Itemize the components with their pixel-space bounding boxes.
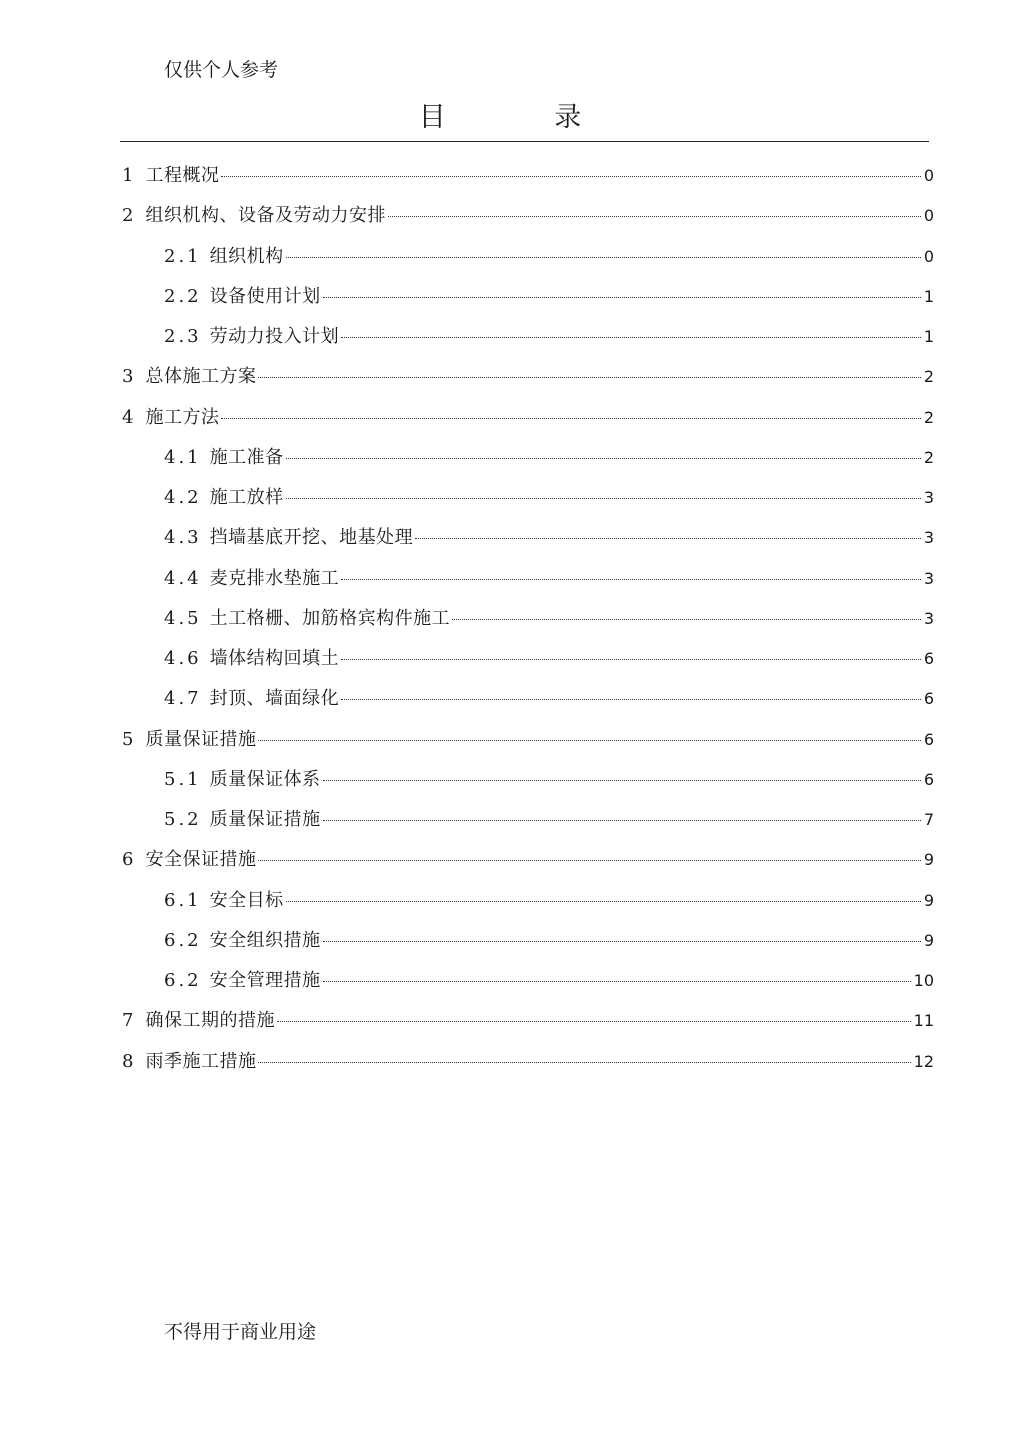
toc-entry-title: 质量保证体系 [209,768,321,790]
toc-entry-page-number: 0 [923,206,934,226]
toc-entry[interactable] [164,444,934,472]
toc-entry-title: 质量保证措施 [209,809,321,830]
toc-entry-title: 安全保证措施 [145,849,257,871]
toc-entry-page-number: 9 [923,930,934,950]
toc-dot-leader [323,940,921,942]
toc-entry-title: 安全组织措施 [209,929,321,951]
toc-entry-page-number: 2 [923,407,934,427]
toc-entry-title: 施工放样 [209,487,284,508]
toc-dot-leader [221,417,920,419]
toc-entry-title: 施工准备 [209,446,284,468]
toc-dot-leader [341,578,921,580]
toc-entry-number: 6.2 [164,970,202,991]
toc-entry-title: 质量保证措施 [145,728,257,750]
toc-entry[interactable] [164,927,934,955]
toc-entry[interactable] [164,243,934,271]
toc-entry-page-number: 3 [923,608,934,628]
toc-entry-page-number: 7 [923,810,934,829]
toc-entry-number: 1 [122,165,137,186]
toc-entry-page-number: 1 [923,327,934,346]
toc-entry-page-number: 9 [923,890,934,910]
toc-entry-title: 土工格栅、加筋格宾构件施工 [209,607,451,629]
toc-entry-number: 3 [122,366,137,388]
toc-dot-leader [286,256,921,258]
toc-dot-leader [323,819,921,821]
toc-dot-leader [323,779,921,781]
toc-entry[interactable] [164,484,934,512]
toc-entry[interactable] [164,524,934,552]
toc-entry-number: 6 [122,849,137,871]
toc-entry-page-number: 2 [923,367,934,387]
toc-title: 目 录 [418,102,632,133]
toc-entry-page-number: 0 [923,246,934,266]
toc-entry-number: 2.3 [164,326,202,347]
toc-entry-title: 挡墙基底开挖、地基处理 [209,527,414,549]
toc-entry[interactable] [164,685,934,713]
toc-dot-leader [221,175,920,177]
toc-dot-leader [452,618,921,620]
toc-entry-number: 6.1 [164,889,202,911]
toc-entry-page-number: 6 [923,649,934,668]
toc-dot-leader [341,336,921,338]
toc-entry[interactable] [122,1048,934,1076]
toc-entry-page-number: 11 [913,1011,934,1031]
toc-entry-page-number: 6 [923,729,934,749]
toc-entry-page-number: 1 [923,286,934,306]
toc-entry-title: 施工方法 [145,406,220,428]
toc-entry[interactable] [122,1007,934,1035]
toc-entry[interactable] [122,363,934,391]
toc-dot-leader [286,900,921,902]
toc-entry-number: 4.5 [164,607,202,629]
toc-entry[interactable] [164,645,934,673]
toc-entry-number: 5.2 [164,809,202,830]
toc-entry-title: 设备使用计划 [209,285,321,307]
toc-entry-title: 安全管理措施 [209,970,321,991]
toc-entry-title: 确保工期的措施 [145,1010,275,1032]
toc-entry-page-number: 3 [923,528,934,548]
toc-entry-number: 4.6 [164,648,202,669]
toc-entry-page-number: 10 [913,971,934,990]
toc-entry[interactable] [164,605,934,633]
toc-entry-number: 4.7 [164,688,202,710]
toc-entry-title: 雨季施工措施 [145,1050,257,1072]
toc-entry-page-number: 9 [923,850,934,870]
toc-entry[interactable] [122,846,934,874]
toc-entry-title: 麦克排水垫施工 [209,567,340,589]
toc-entry-number: 8 [122,1050,137,1072]
toc-entry-number: 5 [122,728,137,750]
toc-entry[interactable] [122,726,934,754]
toc-entry-number: 4.2 [164,487,202,508]
toc-entry-number: 7 [122,1010,137,1032]
toc-entry-number: 2.1 [164,245,202,267]
toc-dot-leader [286,497,921,499]
footer-note: 不得用于商业用途 [164,1321,317,1343]
toc-entry[interactable] [164,887,934,915]
toc-dot-leader [258,739,920,741]
toc-entry-number: 6.2 [164,929,202,951]
toc-entry[interactable] [164,565,934,593]
toc-entry-number: 4.1 [164,446,202,468]
toc-dot-leader [341,658,921,660]
toc-entry[interactable] [122,404,934,432]
toc-dot-leader [323,296,921,298]
toc-entry-title: 工程概况 [145,165,220,186]
toc-entry[interactable] [164,967,934,995]
toc-dot-leader [258,376,920,378]
toc-entry[interactable] [164,323,934,351]
toc-dot-leader [341,698,921,700]
toc-entry-number: 4.3 [164,527,202,549]
toc-entry-page-number: 2 [923,447,934,467]
toc-entry[interactable] [164,806,934,834]
toc-entry-title: 组织机构、设备及劳动力安排 [145,205,386,227]
toc-dot-leader [415,537,921,539]
toc-entry[interactable] [164,766,934,794]
toc-dot-leader [323,980,911,982]
toc-dot-leader [388,215,921,217]
toc-entry-page-number: 6 [923,769,934,789]
toc-entry[interactable] [164,283,934,311]
toc-dot-leader [258,859,920,861]
toc-entry-page-number: 3 [923,488,934,507]
toc-entry-page-number: 6 [923,689,934,709]
toc-entry-title: 组织机构 [209,245,284,267]
toc-entry-number: 5.1 [164,768,202,790]
toc-entry-title: 墙体结构回填土 [209,648,340,669]
toc-entry-page-number: 0 [923,166,934,185]
toc-dot-leader [258,1061,910,1063]
header-note: 仅供个人参考 [164,59,279,81]
toc-entry-number: 2.2 [164,285,202,307]
toc-dot-leader [286,457,921,459]
toc-entry-title: 封顶、墙面绿化 [209,688,340,710]
toc-entry-number: 2 [122,205,137,227]
toc-entry-number: 4 [122,406,137,428]
toc-entry-page-number: 3 [923,568,934,588]
toc-entry-title: 总体施工方案 [145,366,257,388]
toc-entry-title: 安全目标 [209,889,284,911]
toc-entry[interactable] [122,202,934,230]
toc-entry[interactable] [122,162,934,190]
toc-entry-page-number: 12 [913,1051,934,1071]
toc-entry-title: 劳动力投入计划 [209,326,340,347]
toc-entry-number: 4.4 [164,567,202,589]
toc-dot-leader [277,1020,911,1022]
